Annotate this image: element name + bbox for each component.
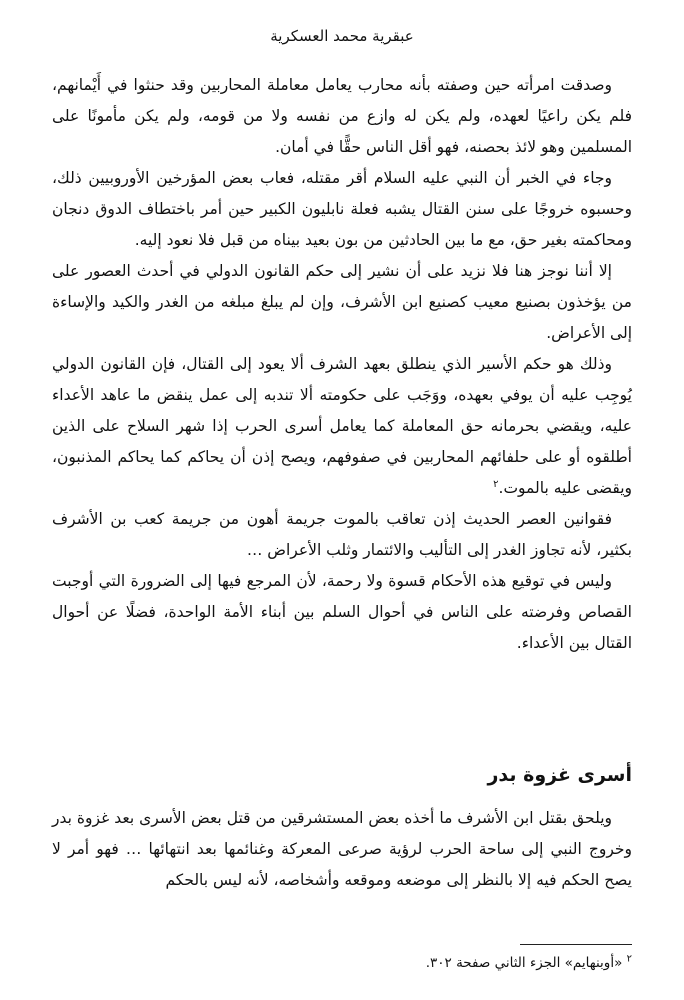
footnote-reference: ٢ bbox=[493, 478, 499, 490]
body-text bbox=[52, 70, 632, 659]
paragraph: ويلحق بقتل ابن الأشرف ما أخذه بعض المستشرقين من قتل بعض الأسرى بعد غزوة بدر وخروج النبي إلى ساحة الحرب لرؤية صرعى المعركة وغنائمها بعد انتهائها … فهو أمر لا يصح الحكم فيه إلا بالنظر إلى موضعه وموقعه وأشخاصه، لأنه ليس بالحكم bbox=[52, 809, 632, 889]
paragraph: إلا أننا نوجز هنا فلا نزيد على أن نشير إلى حكم القانون الدولي في أحدث العصور على من يؤخذون بصنيع معيب كصنيع ابن الأشرف، وإن لم يبلغ مبلغه من الغدر والكيد والإساءة إلى الأعراض. bbox=[52, 262, 632, 342]
paragraph: فقوانين العصر الحديث إذن تعاقب بالموت جريمة أهون من جريمة كعب بن الأشرف بكثير، لأنه تجاوز الغدر إلى التأليب والائتمار وثلب الأعراض … bbox=[52, 510, 632, 559]
paragraph-text: وذلك هو حكم الأسير الذي ينطلق بعهد الشرف ألا يعود إلى القتال، فإن القانون الدولي يُوجِب عليه أن يوفي بعهده، ووَجَب على حكومته ألا تندبه إلى عمل ينقض ما عاهد الأعداء عليه، ويقضي بحرمانه حق المعاملة كما يعامل أسرى الحرب إذا شهر السلاح على الذين أطلقوه أو على حلفائهم المحاربين في صفوفهم، ويصح إذن أن يحاكم كما يحاكم المذنبون، ويقضى عليه بالموت. bbox=[52, 355, 632, 497]
running-header: عبقرية محمد العسكرية bbox=[270, 27, 414, 45]
footnote-text: «أوبنهايم» الجزء الثاني صفحة ٣٠٢. bbox=[425, 955, 623, 971]
footnote-marker: ٢ bbox=[626, 953, 632, 965]
footnote bbox=[52, 953, 632, 973]
paragraph: وليس في توقيع هذه الأحكام قسوة ولا رحمة، لأن المرجع فيها إلى الضرورة التي أوجبت القصاص وفرضته على الناس في أحوال السلم بين أبناء الأمة الواحدة، فضلًا عن أحوال القتال بين الأعداء. bbox=[52, 572, 632, 652]
section-title: أسرى غزوة بدر bbox=[487, 764, 632, 786]
paragraph bbox=[52, 349, 632, 504]
paragraph: وجاء في الخبر أن النبي عليه السلام أقر مقتله، فعاب بعض المؤرخين الأوروبيين ذلك، وحسبوه خروجًا على سنن القتال يشبه فعلة نابليون الكبير حين أمر باختطاف الدوق دنجان ومحاكمته بغير حق، مع ما بين الحادثين من بون بعيد بيناه من قبل فلا نعود إليه. bbox=[52, 169, 632, 249]
footnote-divider bbox=[520, 944, 632, 945]
section-text bbox=[52, 803, 632, 896]
paragraph: وصدقت امرأته حين وصفته بأنه محارب يعامل معاملة المحاربين وقد حنثوا في أَيْمانهم، فلم يكن راعيًا لعهده، ولم يكن له وازع من نفسه ولا من قومه، ولم يكن مأمونًا على المسلمين وهو لائذ بحصنه، فهو أقل الناس حقًّا في أمان. bbox=[52, 76, 632, 156]
